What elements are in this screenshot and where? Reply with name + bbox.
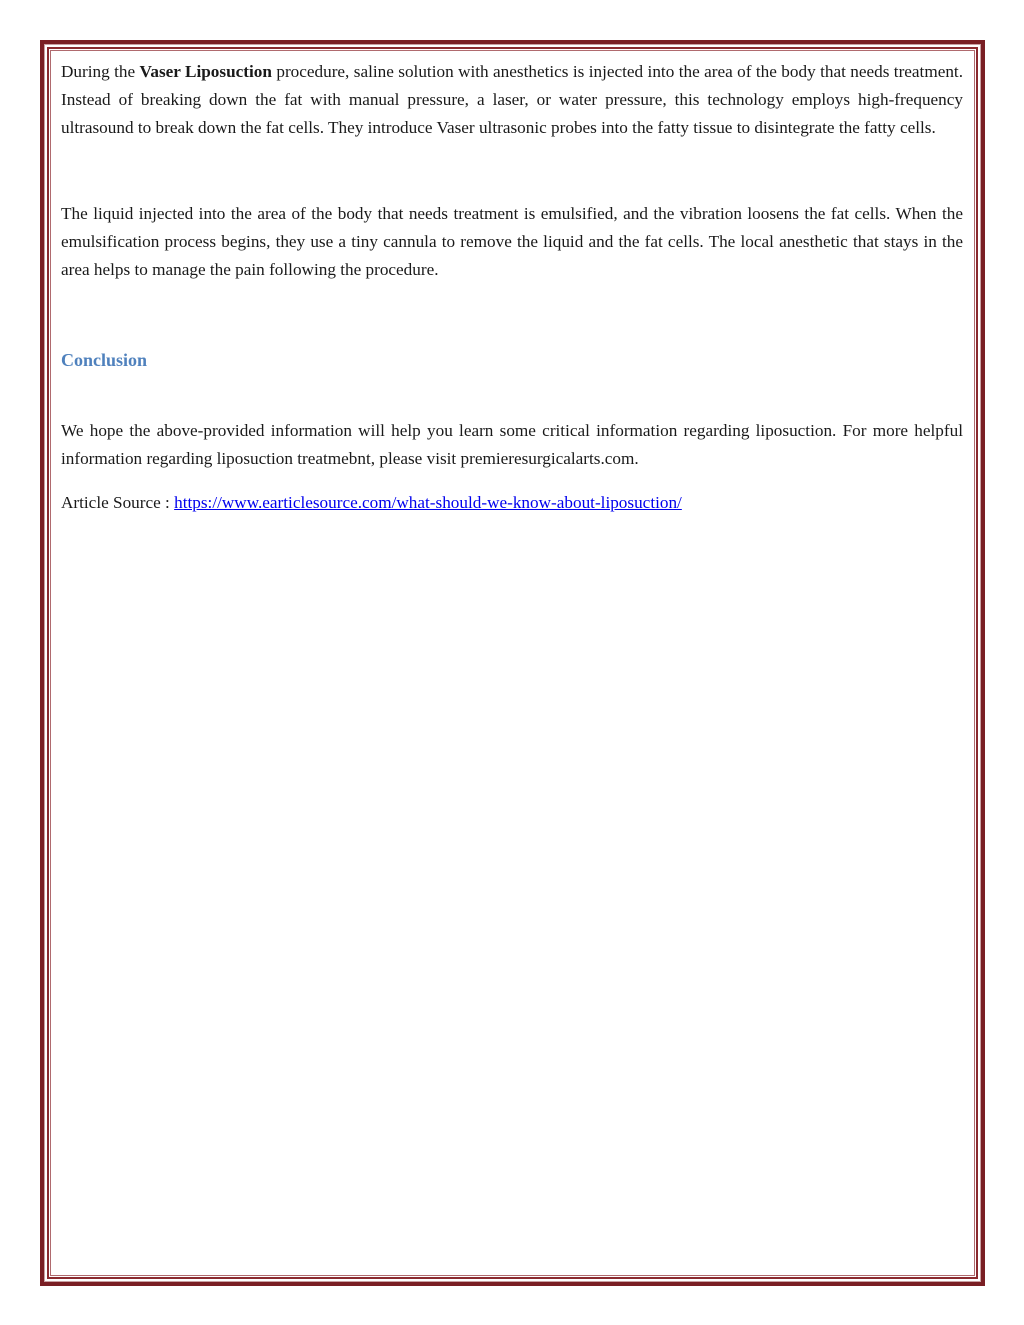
conclusion-heading: Conclusion [61, 350, 148, 370]
article-source [61, 489, 963, 517]
paragraph-vaser [61, 58, 963, 142]
paragraph-conclusion: We hope the above-provided information will help you learn some critical information regarding liposuction. For more helpful information regarding liposuction treatmebnt, please visit premieresurgicalarts.com. [61, 421, 963, 468]
vaser-liposuction-term: Vaser Liposuction [139, 62, 272, 81]
paragraph-vaser-suffix: procedure, saline solution with anesthetics is injected into the area of the body that needs treatment. Instead of breaking down the fat with manual pressure, a laser, or water pressure, this technology employs high-frequency ultrasound to break down the fat cells. They introduce Vaser ultrasonic probes into the fatty tissue to disintegrate the fatty cells. [61, 62, 964, 137]
paragraph-emulsification: The liquid injected into the area of the body that needs treatment is emulsified, and the vibration loosens the fat cells. When the emulsification process begins, they use a tiny cannula to remove the liquid and the fat cells. The local anesthetic that stays in the area helps to manage the pain following the procedure. [61, 204, 963, 279]
document-body [61, 58, 963, 517]
article-source-link[interactable]: https://www.earticlesource.com/what-should-we-know-about-liposuction/ [174, 493, 682, 512]
paragraph-vaser-prefix: During the [61, 62, 140, 81]
article-source-label: Article Source : [61, 493, 175, 512]
